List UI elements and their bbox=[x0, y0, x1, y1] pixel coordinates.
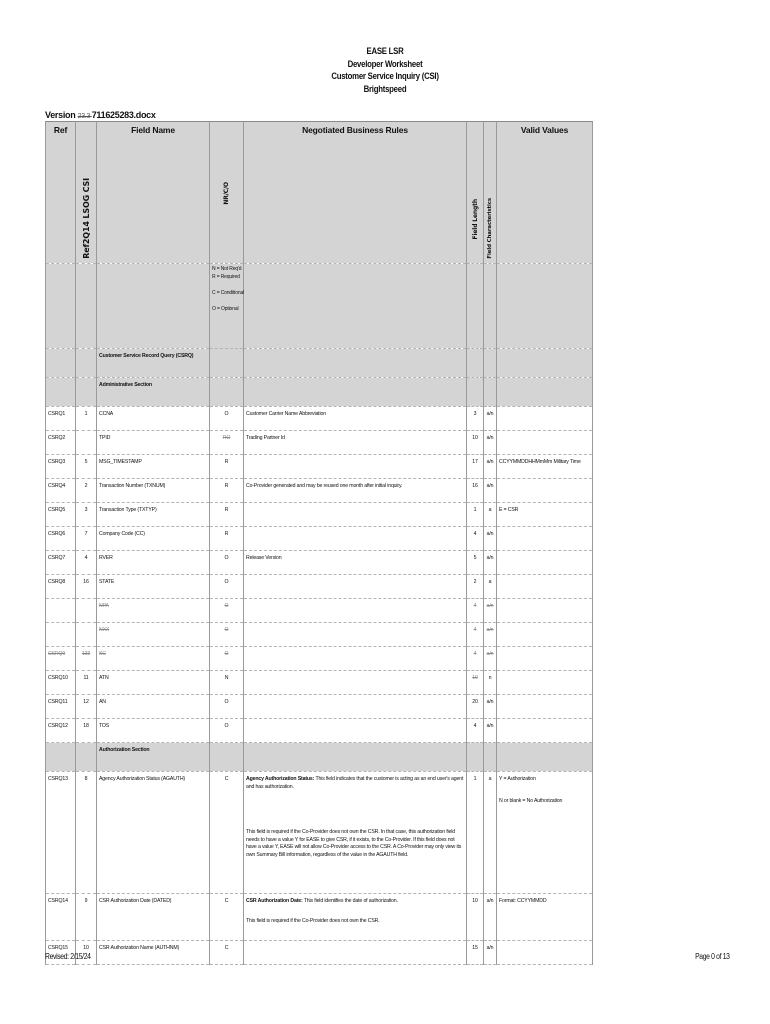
row-valid-values bbox=[497, 623, 593, 647]
row-nrco: R bbox=[210, 455, 244, 479]
section-cell bbox=[244, 743, 467, 772]
row-field-name: Company Code (CC) bbox=[97, 527, 210, 551]
col-field-name-header: Field Name bbox=[97, 122, 210, 264]
document-header bbox=[0, 46, 770, 96]
row-valid-values bbox=[497, 599, 593, 623]
row-lsog bbox=[76, 623, 97, 647]
row-characteristics: a/n bbox=[484, 551, 497, 575]
valid-value: N or blank = No Authorization bbox=[499, 798, 563, 804]
row-ref: CSRQ7 bbox=[46, 551, 76, 575]
table-row bbox=[46, 407, 593, 431]
table-row bbox=[46, 671, 593, 695]
row-characteristics: a/n bbox=[484, 719, 497, 743]
row-rules: Release Version bbox=[244, 551, 467, 575]
row-length: 4 bbox=[467, 719, 484, 743]
doc-subtitle: Developer Worksheet bbox=[347, 58, 423, 70]
row-characteristics: a/n bbox=[484, 894, 497, 941]
legend-r: R = Required bbox=[212, 274, 240, 280]
row-characteristics: a/n bbox=[484, 455, 497, 479]
rules-field-title: CSR Authorization Date: bbox=[246, 898, 303, 904]
row-lsog: 1 bbox=[76, 407, 97, 431]
row-lsog: 16 bbox=[76, 575, 97, 599]
row-nrco: C bbox=[210, 894, 244, 941]
col-nrco-header bbox=[210, 122, 244, 264]
row-ref: CSRQ1 bbox=[46, 407, 76, 431]
row-length: 10 bbox=[467, 431, 484, 455]
table-row bbox=[46, 527, 593, 551]
row-field-name: CSR Authorization Name (AUTHNM) bbox=[97, 941, 210, 965]
row-valid-values bbox=[497, 527, 593, 551]
row-length: 1 bbox=[467, 772, 484, 894]
col-rules-header: Negotiated Business Rules bbox=[244, 122, 467, 264]
doc-inquiry-title: Customer Service Inquiry (CSI) bbox=[331, 71, 439, 82]
row-characteristics: a/n bbox=[484, 623, 497, 647]
col-nrco-label: NR/C/O bbox=[223, 181, 230, 205]
row-valid-values bbox=[497, 772, 593, 894]
row-characteristics: a/n bbox=[484, 407, 497, 431]
row-nrco: O bbox=[210, 407, 244, 431]
row-rules bbox=[244, 575, 467, 599]
row-characteristics: a bbox=[484, 503, 497, 527]
row-nrco: O bbox=[210, 695, 244, 719]
row-rules bbox=[244, 647, 467, 671]
table-row bbox=[46, 719, 593, 743]
rules-description: This field identifies the date of authorization. bbox=[302, 898, 398, 904]
version-line bbox=[45, 110, 156, 120]
table-row bbox=[46, 647, 593, 671]
row-length: 4 bbox=[467, 623, 484, 647]
table-row bbox=[46, 431, 593, 455]
row-nrco: O bbox=[210, 575, 244, 599]
row-length: 17 bbox=[467, 455, 484, 479]
table-row bbox=[46, 772, 593, 894]
row-lsog: 5 bbox=[76, 455, 97, 479]
row-nrco: O bbox=[210, 647, 244, 671]
row-ref: CSRQ6 bbox=[46, 527, 76, 551]
row-valid-values bbox=[497, 894, 593, 941]
valid-value: Y = Authorization bbox=[499, 776, 536, 782]
table-row bbox=[46, 599, 593, 623]
row-ref: CSRQ9 bbox=[46, 647, 76, 671]
row-rules bbox=[244, 623, 467, 647]
col-valid-header: Valid Values bbox=[497, 122, 593, 264]
header-row bbox=[46, 122, 593, 264]
section-row-admin bbox=[46, 378, 593, 407]
section-cell bbox=[484, 743, 497, 772]
footer-page-number: Page 0 of 13 bbox=[695, 952, 730, 961]
section-query-title: Customer Service Record Query (CSRQ) bbox=[97, 349, 210, 378]
row-ref: CSRQ13 bbox=[46, 772, 76, 894]
row-field-name: Transaction Number (TXNUM) bbox=[97, 479, 210, 503]
section-row-auth bbox=[46, 743, 593, 772]
row-ref: CSRQ3 bbox=[46, 455, 76, 479]
valid-value: Format: CCYYMMDD bbox=[499, 898, 547, 904]
table-row bbox=[46, 894, 593, 941]
row-valid-values bbox=[497, 647, 593, 671]
row-characteristics: a/n bbox=[484, 431, 497, 455]
row-rules bbox=[244, 772, 467, 894]
row-rules bbox=[244, 695, 467, 719]
row-lsog: 2 bbox=[76, 479, 97, 503]
row-lsog: 12 bbox=[76, 695, 97, 719]
row-ref: CSRQ2 bbox=[46, 431, 76, 455]
row-field-name: SC bbox=[97, 647, 210, 671]
table-row bbox=[46, 551, 593, 575]
row-nrco: O bbox=[210, 551, 244, 575]
row-valid-values bbox=[497, 431, 593, 455]
row-field-name: NXX bbox=[97, 623, 210, 647]
row-rules bbox=[244, 719, 467, 743]
row-length: 10 bbox=[467, 894, 484, 941]
row-field-name: TOS bbox=[97, 719, 210, 743]
rules-field-title: Agency Authorization Status: bbox=[246, 776, 315, 782]
row-field-name: RVER bbox=[97, 551, 210, 575]
row-nrco: R bbox=[210, 503, 244, 527]
row-characteristics: a/n bbox=[484, 695, 497, 719]
doc-title: EASE LSR bbox=[366, 46, 404, 57]
row-rules bbox=[244, 671, 467, 695]
row-rules: Co-Provider generated and may be reused one month after initial inquiry. bbox=[244, 479, 467, 503]
row-length: 3 bbox=[467, 407, 484, 431]
rules-requirement: This field is required if the Co-Provider does not own the CSR. bbox=[246, 917, 380, 924]
row-length: 4 bbox=[467, 527, 484, 551]
table-row bbox=[46, 695, 593, 719]
row-valid-values bbox=[497, 695, 593, 719]
section-cell bbox=[46, 743, 76, 772]
row-characteristics: a bbox=[484, 575, 497, 599]
row-nrco: R bbox=[210, 527, 244, 551]
row-ref: CSRQ15 bbox=[46, 941, 76, 965]
row-characteristics: a/n bbox=[484, 479, 497, 503]
section-cell bbox=[467, 743, 484, 772]
version-label: Version bbox=[45, 110, 76, 120]
row-valid-values bbox=[497, 671, 593, 695]
legend-c: C = Conditional bbox=[212, 290, 245, 296]
footer-revised: Revised: 2/15/24 bbox=[45, 952, 91, 961]
row-ref: CSRQ8 bbox=[46, 575, 76, 599]
col-length-label: Field Length bbox=[471, 198, 479, 239]
row-valid-values: CCYYMMDDHHMmMm Military Time bbox=[497, 455, 593, 479]
section-cell bbox=[76, 743, 97, 772]
col-characteristics-header bbox=[484, 122, 497, 264]
row-characteristics: a bbox=[484, 772, 497, 894]
row-field-name: MSG_TIMESTAMP bbox=[97, 455, 210, 479]
row-nrco: N bbox=[210, 671, 244, 695]
table-row bbox=[46, 479, 593, 503]
row-lsog: 133 bbox=[76, 647, 97, 671]
table-row bbox=[46, 575, 593, 599]
col-characteristics-label: Field Characteristics bbox=[487, 198, 493, 259]
row-length: 1 bbox=[467, 503, 484, 527]
row-field-name: CSR Authorization Date (DATED) bbox=[97, 894, 210, 941]
row-rules bbox=[244, 527, 467, 551]
row-characteristics: a/n bbox=[484, 941, 497, 965]
section-cell bbox=[497, 743, 593, 772]
legend-row bbox=[46, 264, 593, 349]
row-lsog bbox=[76, 431, 97, 455]
row-ref: CSRQ10 bbox=[46, 671, 76, 695]
row-lsog: 4 bbox=[76, 551, 97, 575]
row-nrco: C bbox=[210, 941, 244, 965]
row-ref bbox=[46, 623, 76, 647]
row-lsog: 8 bbox=[76, 772, 97, 894]
row-nrco: O bbox=[210, 599, 244, 623]
row-valid-values bbox=[497, 941, 593, 965]
row-length: 5 bbox=[467, 551, 484, 575]
row-valid-values bbox=[497, 407, 593, 431]
row-nrco: C bbox=[210, 772, 244, 894]
rules-description: This field indicates that the customer is acting as an end user's agent and has authorization. bbox=[246, 776, 464, 790]
row-ref: CSRQ14 bbox=[46, 894, 76, 941]
worksheet-table bbox=[45, 121, 593, 965]
row-rules bbox=[244, 599, 467, 623]
row-rules: Trading Partner Id bbox=[244, 431, 467, 455]
row-field-name: TPID bbox=[97, 431, 210, 455]
row-nrco: RO bbox=[210, 431, 244, 455]
row-ref: CSRQ11 bbox=[46, 695, 76, 719]
row-length: 4 bbox=[467, 599, 484, 623]
row-valid-values bbox=[497, 551, 593, 575]
row-nrco: R bbox=[210, 479, 244, 503]
row-field-name: Agency Authorization Status (AGAUTH) bbox=[97, 772, 210, 894]
row-rules bbox=[244, 455, 467, 479]
row-field-name: AN bbox=[97, 695, 210, 719]
row-field-name: STATE bbox=[97, 575, 210, 599]
row-lsog: 18 bbox=[76, 719, 97, 743]
legend-n: N = Not Req'd bbox=[212, 266, 242, 272]
row-field-name: CCNA bbox=[97, 407, 210, 431]
row-field-name: Transaction Type (TXTYP) bbox=[97, 503, 210, 527]
col-lsog-header bbox=[76, 122, 97, 264]
row-ref bbox=[46, 599, 76, 623]
row-length: 2 bbox=[467, 575, 484, 599]
doc-company: Brightspeed bbox=[363, 83, 407, 95]
row-rules bbox=[244, 894, 467, 941]
row-nrco: O bbox=[210, 623, 244, 647]
col-length-header bbox=[467, 122, 484, 264]
row-valid-values bbox=[497, 575, 593, 599]
section-auth-title: Authorization Section bbox=[97, 743, 210, 772]
row-length: 10 bbox=[467, 671, 484, 695]
table-row bbox=[46, 455, 593, 479]
section-cell bbox=[210, 743, 244, 772]
rules-requirement: This field is required if the Co-Provider does not own the CSR. In that case, this authorization field needs to have a value Y for EASE to give CSR, if it exists, to the Co-Provider. If this field does not have a value Y, EASE will not allow Co-Provider access to the CSR. A Co-Provider may only view its own Summary Bill information, regardless of the value in the AGAUTH field. bbox=[246, 829, 462, 858]
legend-o: O = Optional bbox=[212, 306, 239, 312]
version-file: 711625283.docx bbox=[91, 110, 156, 120]
table-row bbox=[46, 941, 593, 965]
table-row bbox=[46, 623, 593, 647]
row-lsog: 3 bbox=[76, 503, 97, 527]
row-characteristics: a/n bbox=[484, 599, 497, 623]
row-nrco: O bbox=[210, 719, 244, 743]
row-lsog: 11 bbox=[76, 671, 97, 695]
row-lsog: 9 bbox=[76, 894, 97, 941]
row-ref: CSRQ4 bbox=[46, 479, 76, 503]
row-characteristics: a/n bbox=[484, 527, 497, 551]
row-valid-values bbox=[497, 479, 593, 503]
row-rules: Customer Carrier Name Abbreviation bbox=[244, 407, 467, 431]
row-valid-values: E = CSR bbox=[497, 503, 593, 527]
version-struck: 23.3 bbox=[77, 113, 92, 120]
section-row-query bbox=[46, 349, 593, 378]
row-characteristics: a/n bbox=[484, 647, 497, 671]
row-length: 15 bbox=[467, 941, 484, 965]
row-valid-values bbox=[497, 719, 593, 743]
row-field-name: NPA bbox=[97, 599, 210, 623]
section-admin-title: Administrative Section bbox=[97, 378, 210, 407]
row-rules bbox=[244, 503, 467, 527]
row-characteristics: n bbox=[484, 671, 497, 695]
table-row bbox=[46, 503, 593, 527]
row-ref: CSRQ12 bbox=[46, 719, 76, 743]
row-lsog: 10 bbox=[76, 941, 97, 965]
col-ref-header: Ref bbox=[46, 122, 76, 264]
row-ref: CSRQ5 bbox=[46, 503, 76, 527]
row-rules bbox=[244, 941, 467, 965]
row-lsog: 7 bbox=[76, 527, 97, 551]
col-lsog-label: Ref2Q14 LSOG CSI bbox=[81, 178, 91, 259]
row-length: 16 bbox=[467, 479, 484, 503]
row-lsog bbox=[76, 599, 97, 623]
row-length: 20 bbox=[467, 695, 484, 719]
row-length: 4 bbox=[467, 647, 484, 671]
row-field-name: ATN bbox=[97, 671, 210, 695]
